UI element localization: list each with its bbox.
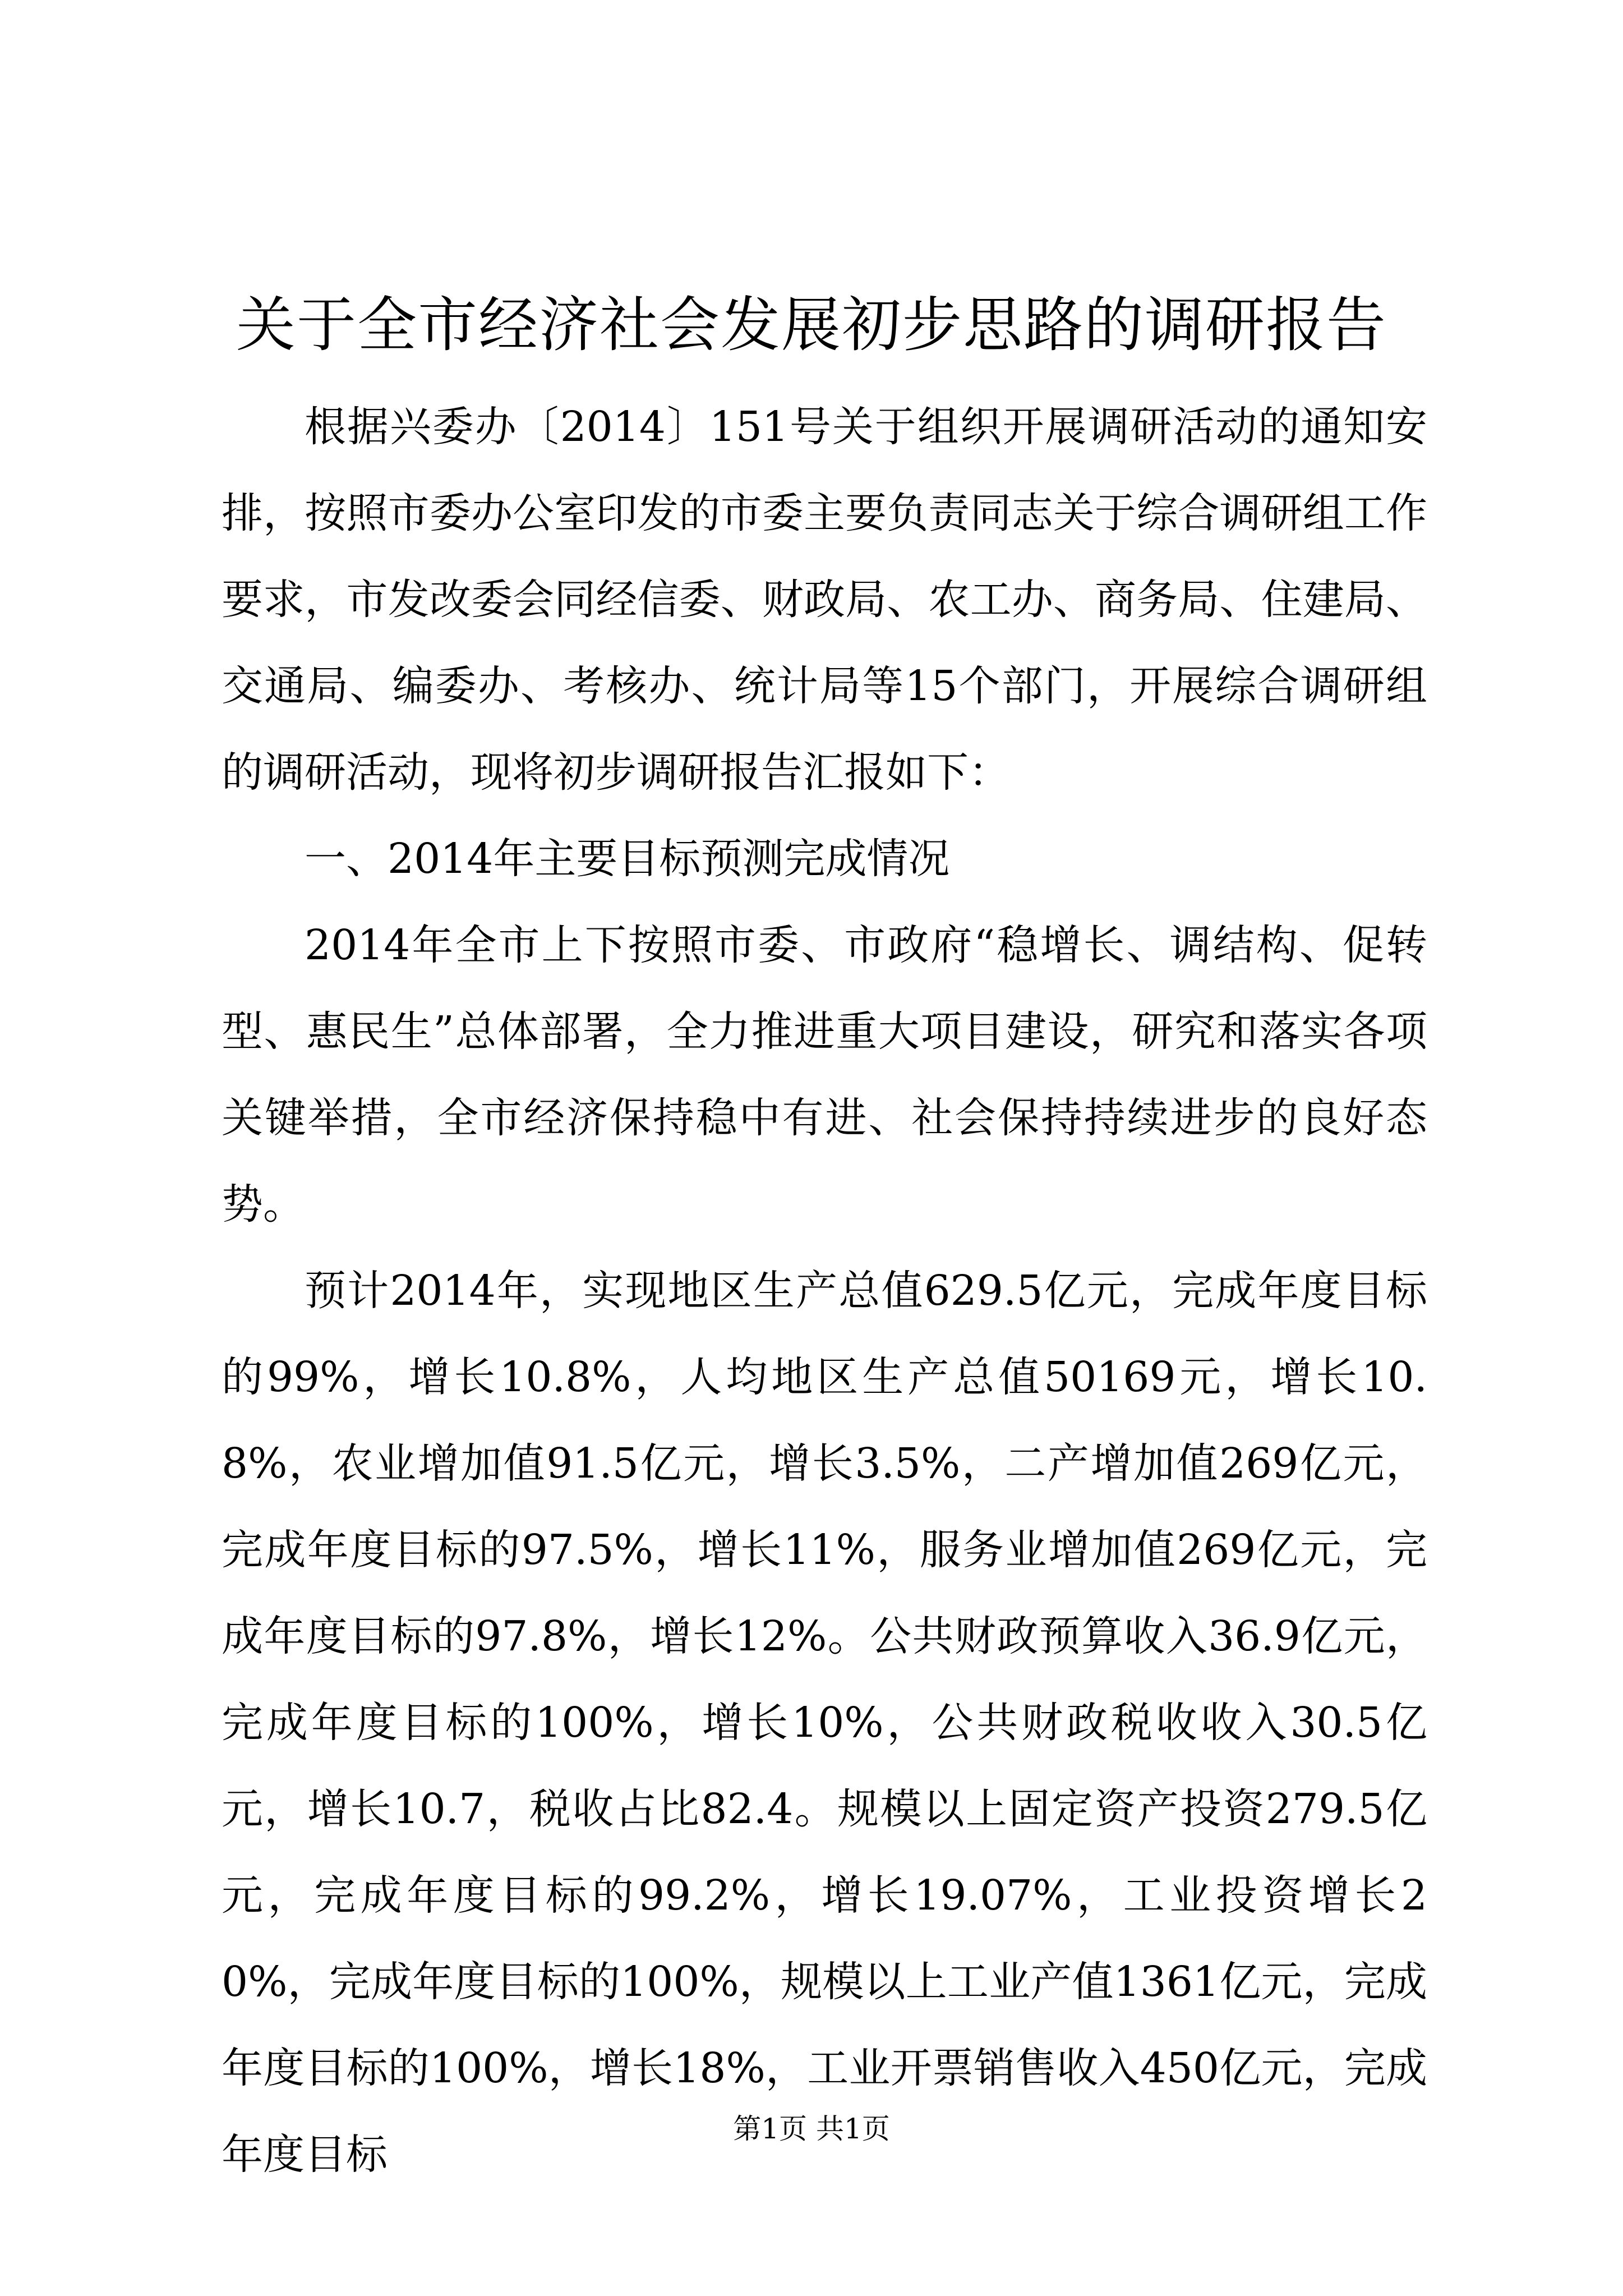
paragraph-overview: 2014年全市上下按照市委、市政府“稳增长、调结构、促转型、惠民生”总体部署，全力推进重大项目建设，研究和落实各项关键举措，全市经济保持稳中有进、社会保持持续进步的良好态势。 [222, 921, 1427, 1228]
paragraph-intro: 根据兴委办〔2014〕151号关于组织开展调研活动的通知安排，按照市委办公室印发的市委主要负责同志关于综合调研组工作要求，市发改委会同经信委、财政局、农工办、商务局、住建局、交通局、编委办、考核办、统计局等15个部门，开展综合调研组的调研活动，现将初步调研报告汇报如下： [222, 403, 1427, 797]
paragraph-forecast: 预计2014年，实现地区生产总值629.5亿元，完成年度目标的99%，增长10.8%，人均地区生产总值50169元，增长10.8%，农业增加值91.5亿元，增长3.5%，二产增加值269亿元，完成年度目标的97.5%，增长11%，服务业增加值269亿元，完成年度目标的97.8%，增长12%。公共财政预算收入36.9亿元，完成年度目标的100%，增长10%，公共财政税收收入30.5亿元，增长10.7，税收占比82.4。规模以上固定资产投资279.5亿元，完成年度目标的99.2%，增长19.07%，工业投资增长20%，完成年度目标的100%，规模以上工业产值1361亿元，完成年度目标的100%，增长18%，工业开票销售收入450亿元，完成年度目标 [222, 1267, 1427, 2179]
document-title: 关于全市经济社会发展初步思路的调研报告 [236, 291, 1387, 360]
document-body [222, 384, 1427, 2198]
page-footer: 第1页 共1页 [733, 2113, 890, 2145]
section-heading-1: 一、2014年主要目标预测完成情况 [305, 835, 950, 883]
